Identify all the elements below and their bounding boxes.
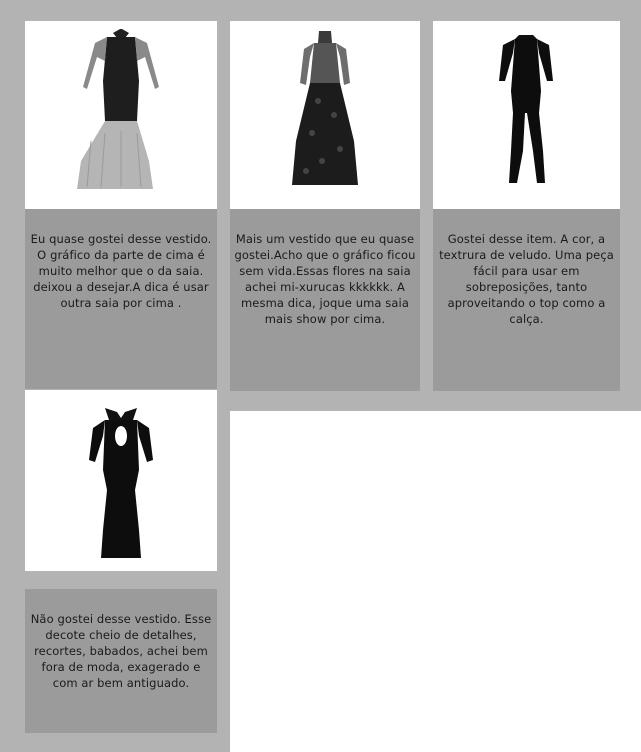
item-caption-4: Não gostei desse vestido. Esse decote cheio de detalhes, recortes, babados, achei bem fora de moda, exagerado e com ar bem antiguado. [25,589,217,733]
dress-two-tone-icon [25,21,217,209]
item-image-2 [230,21,420,209]
item-caption-2: Mais um vestido que eu quase gostei.Acho que o gráfico ficou sem vida.Essas flores na saia achei mi-xurucas kkkkkk. A mesma dica, joque uma saia mais show por cima. [230,209,420,391]
dress-cutout-collar-icon [25,390,217,571]
item-caption-1: Eu quase gostei desse vestido. O gráfico da parte de cima é muito melhor que o da saia. deixou a desejar.A dica é usar outra saia por cima . [25,209,217,389]
velvet-jumpsuit-icon [433,21,620,209]
item-image-3 [433,21,620,209]
item-image-4 [25,390,217,571]
item-caption-3: Gostei desse item. A cor, a textrura de veludo. Uma peça fácil para usar em sobreposições, tanto aproveitando o top como a calça. [433,209,620,391]
dress-floral-gown-icon [230,21,420,209]
item-image-1 [25,21,217,209]
